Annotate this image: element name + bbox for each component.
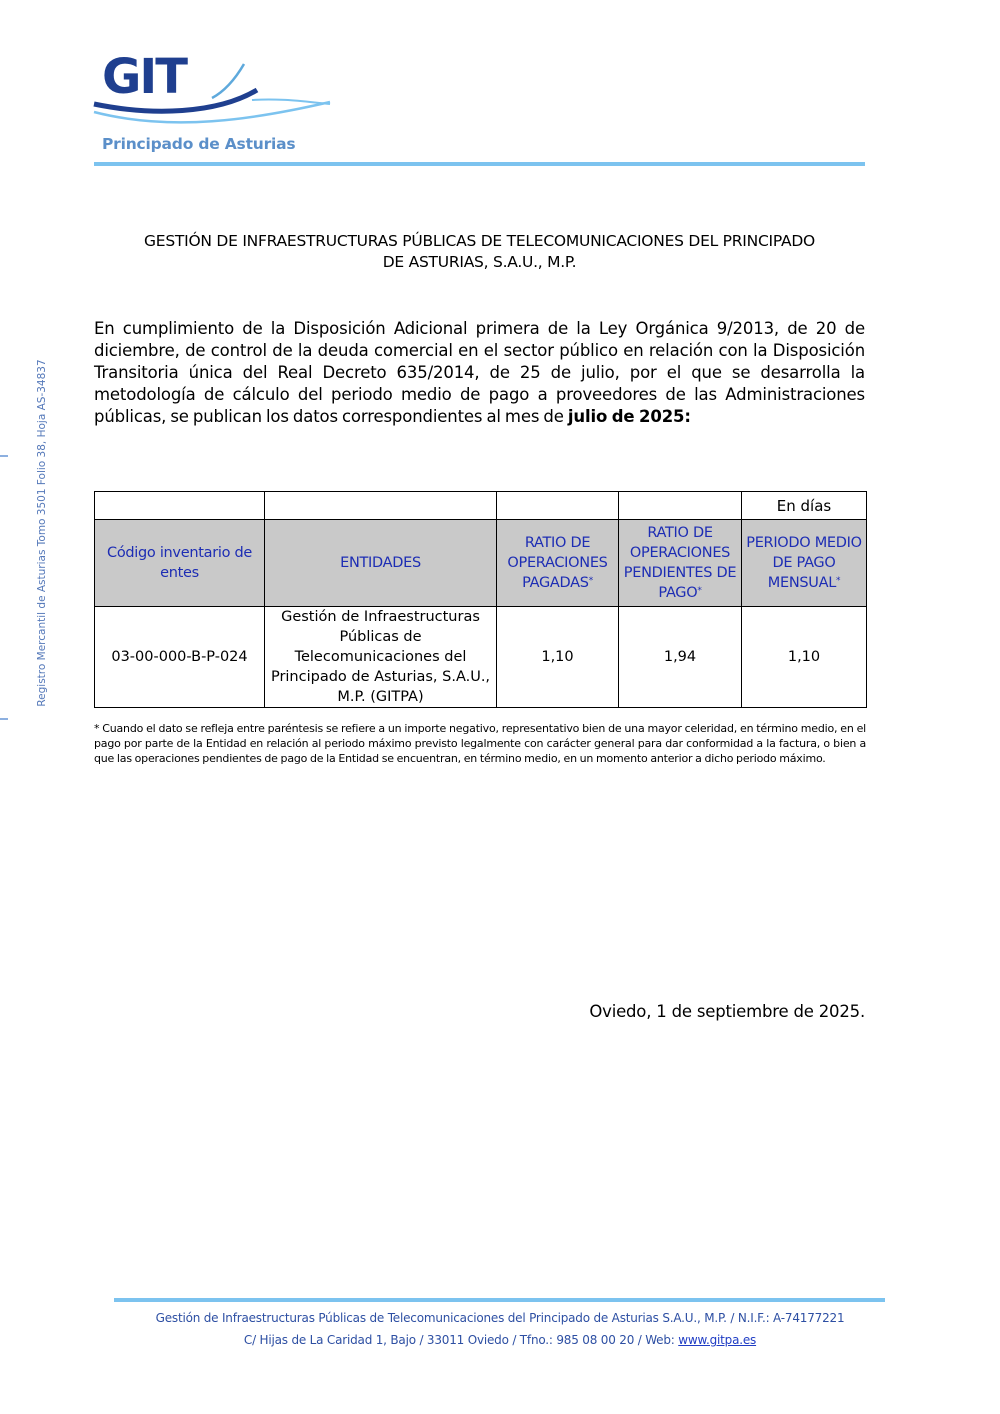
asterisk-mark: * xyxy=(697,586,702,596)
margin-tick-bottom xyxy=(0,718,8,720)
cell-monthly-period: 1,10 xyxy=(742,607,867,708)
document-title xyxy=(94,231,865,273)
footnote: * Cuando el dato se refleja entre paréntesis se refiere a un importe negativo, representativo bien de una mayor celeridad, en término medio, en el pago por parte de la Entidad en relación al periodo máximo previsto legalmente con carácter general para dar conformidad a la factura, o bien a que las operaciones pendientes de pago de la Entidad se encuentran, en término medio, en un momento anterior a dicho periodo máximo. xyxy=(94,722,866,765)
footer-rule xyxy=(114,1298,885,1302)
units-label: En días xyxy=(742,492,867,520)
table-row xyxy=(95,607,867,708)
footer-contact-line xyxy=(94,1333,906,1347)
asterisk-mark: * xyxy=(836,576,841,586)
cell-code: 03-00-000-B-P-024 xyxy=(95,607,265,708)
margin-tick-top xyxy=(0,455,8,457)
asterisk-mark: * xyxy=(588,576,593,586)
cell-pending-ratio: 1,94 xyxy=(619,607,742,708)
logo-text: GIT xyxy=(102,54,186,105)
header-row xyxy=(95,520,867,607)
logo-wave-tail xyxy=(252,99,330,104)
header-rule xyxy=(94,162,865,166)
footer-company-line: Gestión de Infraestructuras Públicas de Telecomunicaciones del Principado de Asturias S.A.U., M.P. / N.I.F.: A-74177221 xyxy=(155,1311,845,1325)
place-date: Oviedo, 1 de septiembre de 2025. xyxy=(589,1002,865,1021)
footer-address: C/ Hijas de La Caridad 1, Bajo / 33011 Oviedo / Tfno.: 985 08 00 20 / Web: xyxy=(243,1333,675,1347)
units-row xyxy=(95,492,867,520)
header-code: Código inventario de entes xyxy=(95,520,265,607)
cell-paid-ratio: 1,10 xyxy=(497,607,619,708)
intro-text: En cumplimiento de la Disposición Adicional primera de la Ley Orgánica 9/2013, de 20 de diciembre, de control de la deuda comercial en el sector público en relación con la Disposición Transitoria única del Real Decreto 635/2014, de 25 de julio, por el que se desarrolla la metodología de cálculo del periodo medio de pago a proveedores de las Administraciones públicas, se publican los datos correspondientes al mes de xyxy=(94,319,865,426)
logo-subtitle: Principado de Asturias xyxy=(102,135,296,153)
title-line-1: GESTIÓN DE INFRAESTRUCTURAS PÚBLICAS DE TELECOMUNICACIONES DEL PRINCIPADO xyxy=(144,232,815,250)
payment-period-table xyxy=(94,491,867,708)
header-monthly-period: PERIODO MEDIO DE PAGO MENSUAL* xyxy=(742,520,867,607)
registry-side-text: Registro Mercantil de Asturias Tomo 3501 Folio 38, Hoja AS-34837 xyxy=(36,359,48,707)
website-link[interactable]: www.gitpa.es xyxy=(678,1333,757,1347)
logo-wave-swoosh xyxy=(212,64,244,98)
header-entities: ENTIDADES xyxy=(265,520,497,607)
cell-entity: Gestión de Infraestructuras Públicas de Telecomunicaciones del Principado de Asturias, S.A.U., M.P. (GITPA) xyxy=(265,607,497,708)
report-period: julio de 2025: xyxy=(567,407,691,426)
title-line-2: DE ASTURIAS, S.A.U., M.P. xyxy=(382,253,577,271)
header-paid-ratio: RATIO DE OPERACIONES PAGADAS* xyxy=(497,520,619,607)
intro-paragraph xyxy=(94,318,865,428)
header-pending-ratio: RATIO DE OPERACIONES PENDIENTES DE PAGO* xyxy=(619,520,742,607)
